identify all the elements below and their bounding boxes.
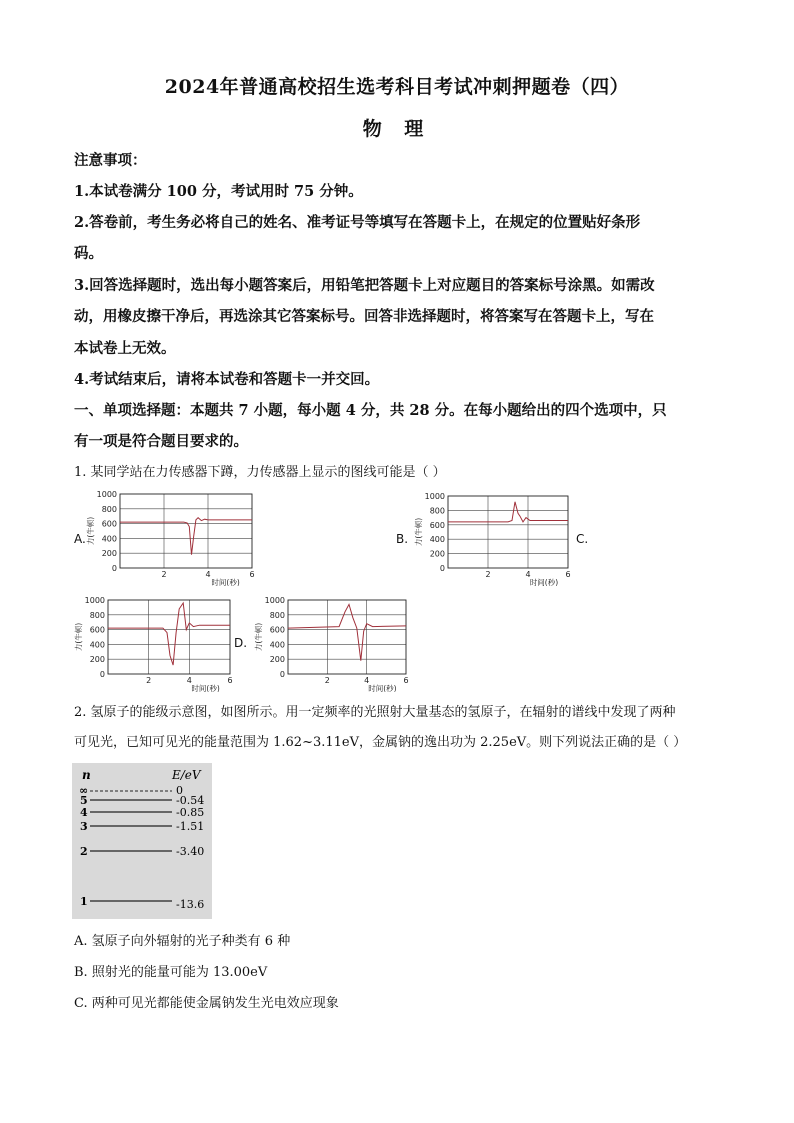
notes-heading: 注意事项： (74, 152, 147, 169)
y-tick-label: 400 (429, 535, 445, 545)
y-tick-label: 0 (439, 564, 445, 573)
x-tick-label: 6 (249, 570, 255, 579)
section-heading: 有一项是符合题目要求的。 (74, 433, 248, 450)
x-tick-label: 2 (146, 676, 152, 685)
page-title: 2024年普通高校招生选考科目考试冲刺押题卷（四） (164, 76, 630, 98)
y-tick-label: 1000 (264, 596, 285, 605)
n-header: n (82, 768, 91, 782)
level-e: -13.6 (176, 898, 205, 911)
x-axis-label: 时间(秒) (211, 578, 240, 586)
level-n: 5 (80, 794, 88, 807)
diagram-background (72, 763, 212, 919)
y-tick-label: 1000 (96, 490, 117, 499)
force-curve (108, 603, 230, 665)
x-tick-label: 4 (205, 570, 211, 579)
plot-frame (448, 496, 568, 568)
note-line: 4.考试结束后，请将本试卷和答题卡一并交回。 (74, 371, 380, 388)
option-label-c: C. (576, 532, 589, 546)
level-n: 4 (80, 806, 88, 819)
subject-title: 物 理 (362, 118, 432, 140)
plot-frame (120, 494, 252, 568)
option-a: A. 氢原子向外辐射的光子种类有 6 种 (74, 934, 291, 949)
x-tick-label: 6 (227, 676, 233, 685)
y-tick-label: 400 (89, 640, 105, 650)
y-tick-label: 0 (279, 670, 285, 679)
note-line: 2.答卷前，考生务必将自己的姓名、准考证号等填写在答题卡上，在规定的位置贴好条形 (74, 214, 641, 231)
energy-level-diagram (72, 763, 212, 919)
note-line: 动，用橡皮擦干净后，再选涂其它答案标号。回答非选择题时，将答案写在答题卡上，写在 (74, 308, 654, 325)
level-e: -0.85 (176, 806, 205, 819)
x-tick-label: 4 (525, 570, 531, 579)
force-chart-b (412, 490, 572, 586)
plot-frame (288, 600, 406, 674)
y-tick-label: 600 (429, 520, 445, 530)
y-tick-label: 1000 (424, 492, 445, 501)
y-tick-label: 1000 (84, 596, 105, 605)
x-axis-label: 时间(秒) (368, 684, 397, 692)
y-tick-label: 800 (101, 504, 117, 514)
y-tick-label: 800 (269, 610, 285, 620)
y-tick-label: 600 (89, 625, 105, 635)
option-b: B. 照射光的能量可能为 13.00eV (74, 965, 268, 980)
option-label-d: D. (234, 636, 248, 650)
force-curve (120, 518, 252, 555)
note-line: 码。 (74, 245, 103, 262)
y-tick-label: 400 (269, 640, 285, 650)
question-2-line: 可见光，已知可见光的能量范围为 1.62~3.11eV，金属钠的逸出功为 2.25eV。则下列说法正确的是（ ） (74, 735, 687, 750)
y-axis-label: 力(牛顿) (254, 622, 263, 652)
x-axis-label: 时间(秒) (529, 578, 559, 586)
x-tick-label: 4 (186, 676, 192, 685)
option-c: C. 两种可见光都能使金属钠发生光电效应现象 (74, 996, 339, 1011)
y-axis-label: 力(牛顿) (86, 516, 95, 546)
level-n: 3 (80, 820, 88, 833)
y-axis-label: 力(牛顿) (74, 622, 83, 652)
note-line: 3.回答选择题时，选出每小题答案后，用铅笔把答题卡上对应题目的答案标号涂黑。如需改 (74, 277, 655, 294)
force-chart-a (84, 488, 256, 586)
y-tick-label: 200 (101, 549, 117, 559)
level-e: -1.51 (176, 820, 205, 833)
y-tick-label: 400 (101, 534, 117, 544)
x-tick-label: 2 (485, 570, 491, 579)
level-e: -0.54 (176, 794, 205, 807)
plot-frame (108, 600, 230, 674)
x-tick-label: 6 (403, 676, 409, 685)
y-tick-label: 200 (89, 655, 105, 665)
e-header: E/eV (172, 768, 201, 782)
force-curve (448, 502, 568, 522)
y-tick-label: 0 (99, 670, 105, 679)
x-tick-label: 2 (161, 570, 167, 579)
y-tick-label: 800 (429, 506, 445, 516)
option-label-b: B. (396, 532, 409, 546)
y-tick-label: 600 (101, 519, 117, 529)
level-e: 0 (176, 784, 183, 797)
x-tick-label: 6 (565, 570, 571, 579)
x-tick-label: 2 (324, 676, 330, 685)
y-tick-label: 200 (269, 655, 285, 665)
y-tick-label: 600 (269, 625, 285, 635)
note-line: 本试卷上无效。 (74, 340, 176, 357)
x-tick-label: 4 (364, 676, 370, 685)
level-e: -3.40 (176, 845, 205, 858)
force-chart-d (252, 594, 410, 692)
note-line: 1.本试卷满分 100 分，考试用时 75 分钟。 (74, 183, 363, 200)
x-axis-label: 时间(秒) (191, 684, 220, 692)
level-n: 1 (80, 895, 88, 908)
y-tick-label: 200 (429, 549, 445, 559)
y-tick-label: 800 (89, 610, 105, 620)
force-chart-c (72, 594, 234, 692)
section-heading: 一、单项选择题：本题共 7 小题，每小题 4 分，共 28 分。在每小题给出的四个选项中，只 (74, 402, 667, 419)
y-tick-label: 0 (111, 564, 117, 573)
level-n: 2 (80, 845, 88, 858)
y-axis-label: 力(牛顿) (414, 517, 423, 547)
force-curve (288, 604, 406, 660)
level-n: ∞ (79, 784, 89, 797)
question-2-line: 2. 氢原子的能级示意图，如图所示。用一定频率的光照射大量基态的氢原子，在辐射的谱线中发现了两种 (74, 705, 676, 720)
question-1-stem: 1. 某同学站在力传感器下蹲，力传感器上显示的图线可能是（ ） (74, 465, 446, 480)
option-label-a: A. (74, 532, 86, 546)
